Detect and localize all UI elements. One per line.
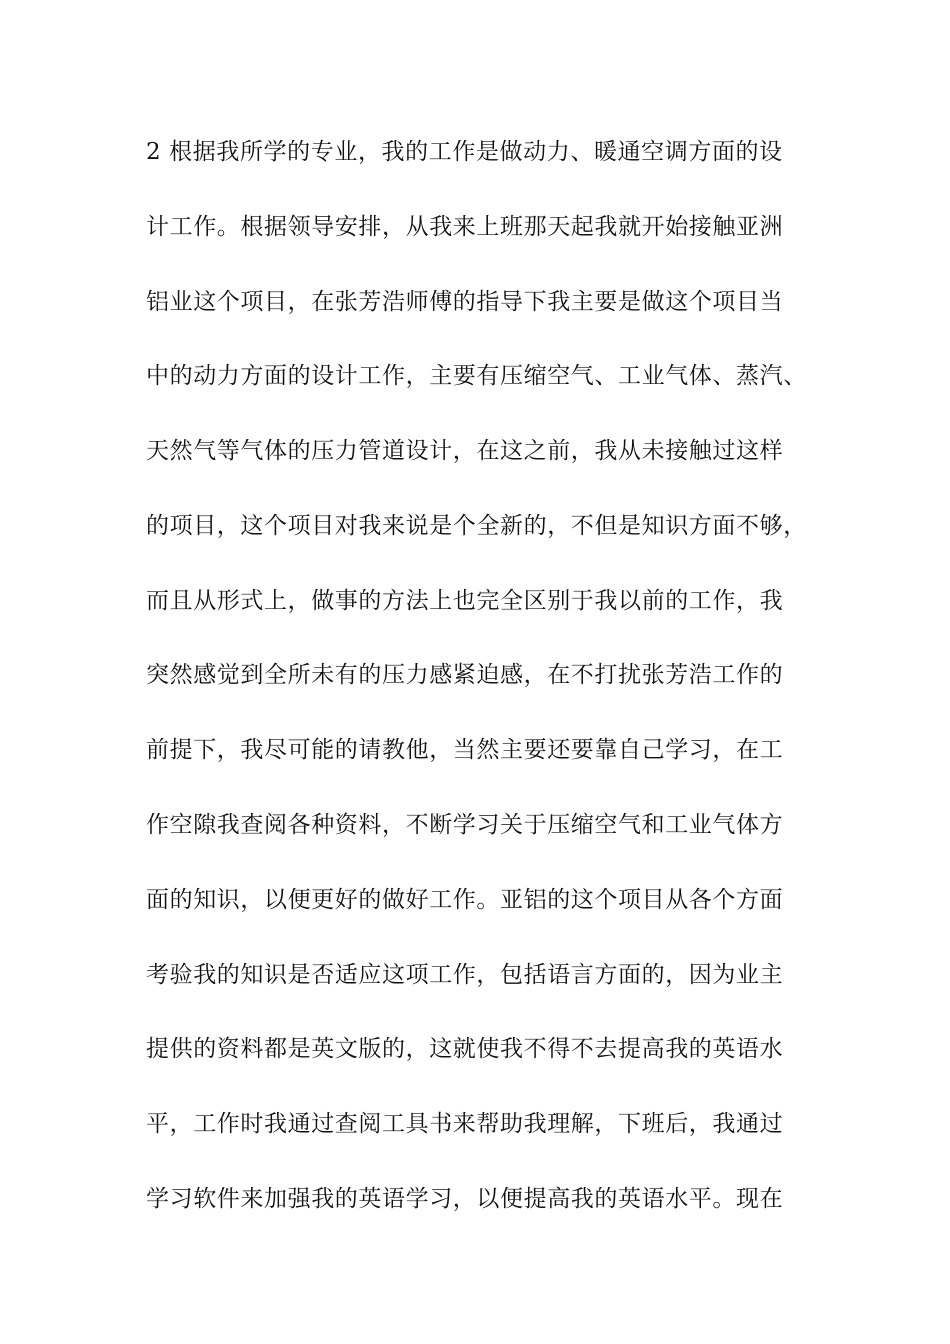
text-line: 计工作。根据领导安排，从我来上班那天起我就开始接触亚洲 (146, 213, 784, 240)
text-line: 前提下，我尽可能的请教他，当然主要还要靠自己学习，在工 (146, 737, 784, 764)
body-paragraph (146, 134, 826, 1256)
text-line: 平，工作时我通过查阅工具书来帮助我理解，下班后，我通过 (146, 1111, 784, 1138)
text-line: 铝业这个项目，在张芳浩师傅的指导下我主要是做这个项目当 (146, 288, 784, 315)
text-line: 2 根据我所学的专业，我的工作是做动力、暖通空调方面的设 (146, 139, 783, 165)
text-line: 中的动力方面的设计工作，主要有压缩空气、工业气体、蒸汽、 (146, 363, 807, 390)
text-line: 的项目，这个项目对我来说是个全新的，不但是知识方面不够， (146, 512, 807, 539)
text-line: 而且从形式上，做事的方法上也完全区别于我以前的工作，我 (146, 587, 784, 614)
text-line: 提供的资料都是英文版的，这就使我不得不去提高我的英语水 (146, 1036, 784, 1063)
text-line: 学习软件来加强我的英语学习，以便提高我的英语水平。现在 (146, 1185, 784, 1212)
text-line: 面的知识，以便更好的做好工作。亚铝的这个项目从各个方面 (146, 886, 784, 913)
text-line: 天然气等气体的压力管道设计，在这之前，我从未接触过这样 (146, 438, 784, 465)
text-line: 考验我的知识是否适应这项工作，包括语言方面的，因为业主 (146, 961, 784, 988)
text-line: 突然感觉到全所未有的压力感紧迫感，在不打扰张芳浩工作的 (146, 662, 784, 689)
text-line: 作空隙我查阅各种资料，不断学习关于压缩空气和工业气体方 (146, 812, 784, 839)
